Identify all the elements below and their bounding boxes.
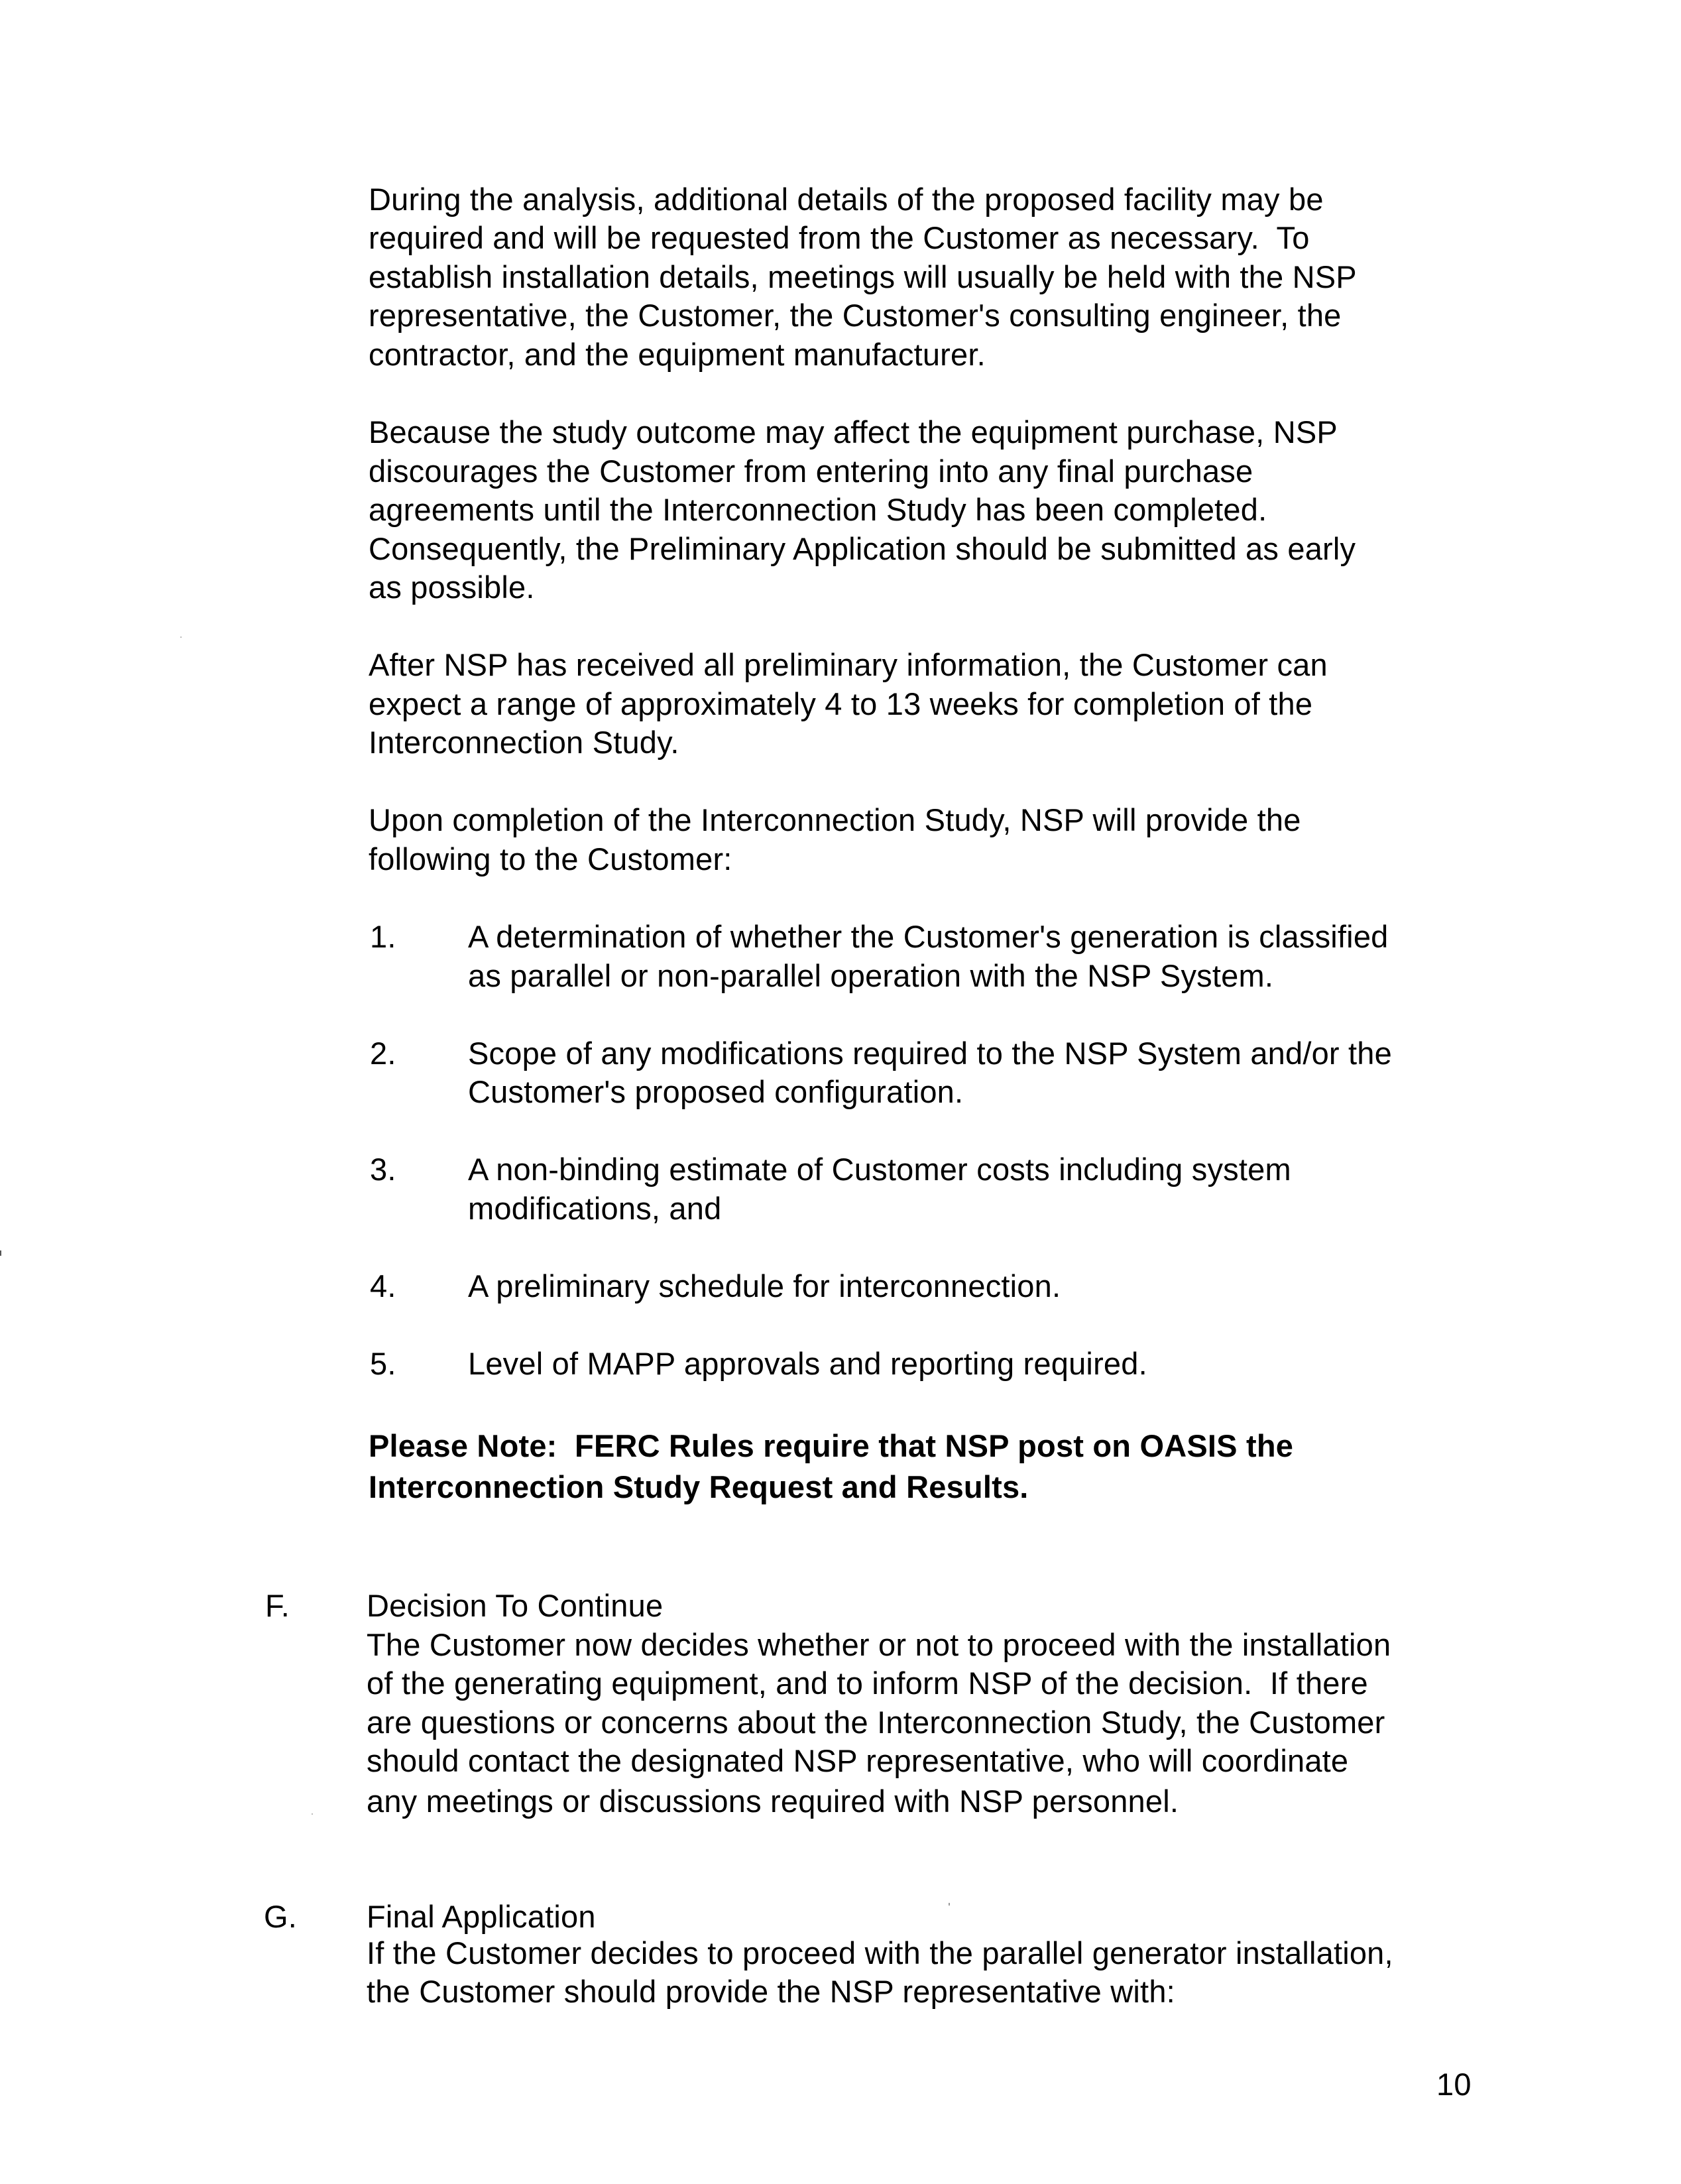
scan-speck <box>949 1903 950 1906</box>
text-line: Interconnection Study. <box>369 725 679 760</box>
text-line: as possible. <box>369 570 535 605</box>
section-letter: F. <box>265 1588 290 1623</box>
text-line: should contact the designated NSP representative, who will coordinate <box>367 1743 1349 1778</box>
list-item-text: A preliminary schedule for interconnection. <box>468 1268 1061 1304</box>
text-line: Upon completion of the Interconnection Study, NSP will provide the <box>369 802 1301 837</box>
scan-speck <box>180 637 182 638</box>
list-item-number: 3. <box>370 1152 396 1187</box>
text-line: required and will be requested from the Customer as necessary. To <box>369 220 1310 255</box>
text-line: If the Customer decides to proceed with the parallel generator installation, <box>367 1935 1393 1971</box>
scan-speck <box>312 1813 313 1815</box>
note-line: Interconnection Study Request and Results. <box>369 1469 1029 1504</box>
text-line: After NSP has received all preliminary information, the Customer can <box>369 647 1328 682</box>
list-item-text: Customer's proposed configuration. <box>468 1074 964 1109</box>
list-item-number: 5. <box>370 1346 396 1381</box>
note-line: Please Note: FERC Rules require that NSP post on OASIS the <box>369 1428 1294 1463</box>
list-item-text: Scope of any modifications required to the NSP System and/or the <box>468 1036 1392 1071</box>
list-item-text: as parallel or non-parallel operation with the NSP System. <box>468 958 1274 993</box>
section-title: Final Application <box>367 1899 596 1934</box>
text-line: representative, the Customer, the Customer's consulting engineer, the <box>369 298 1342 333</box>
text-line: following to the Customer: <box>369 841 732 877</box>
section-title: Decision To Continue <box>367 1588 664 1623</box>
text-line: The Customer now decides whether or not to proceed with the installation <box>367 1627 1391 1662</box>
text-line: contractor, and the equipment manufacturer. <box>369 337 986 372</box>
text-line: of the generating equipment, and to inform NSP of the decision. If there <box>367 1666 1368 1701</box>
list-item-number: 2. <box>370 1036 396 1071</box>
text-line: discourages the Customer from entering into any final purchase <box>369 454 1253 489</box>
text-line: expect a range of approximately 4 to 13 weeks for completion of the <box>369 686 1313 721</box>
list-item-text: Level of MAPP approvals and reporting required. <box>468 1346 1147 1381</box>
list-item-text: A non-binding estimate of Customer costs including system <box>468 1152 1291 1187</box>
text-line: agreements until the Interconnection Study has been completed. <box>369 492 1267 527</box>
scan-speck <box>0 1250 1 1256</box>
list-item-text: A determination of whether the Customer's generation is classified <box>468 919 1389 954</box>
text-line: the Customer should provide the NSP representative with: <box>367 1974 1175 2009</box>
list-item-number: 1. <box>370 919 396 954</box>
list-item-number: 4. <box>370 1268 396 1304</box>
section-letter: G. <box>264 1899 298 1934</box>
text-line: any meetings or discussions required with NSP personnel. <box>367 1784 1179 1819</box>
list-item-text: modifications, and <box>468 1191 722 1226</box>
page-number: 10 <box>1436 2067 1472 2102</box>
text-line: During the analysis, additional details of the proposed facility may be <box>369 182 1324 217</box>
text-line: establish installation details, meetings will usually be held with the NSP <box>369 259 1357 294</box>
text-line: Because the study outcome may affect the equipment purchase, NSP <box>369 414 1338 450</box>
text-line: are questions or concerns about the Interconnection Study, the Customer <box>367 1705 1385 1740</box>
text-line: Consequently, the Preliminary Application should be submitted as early <box>369 531 1356 566</box>
